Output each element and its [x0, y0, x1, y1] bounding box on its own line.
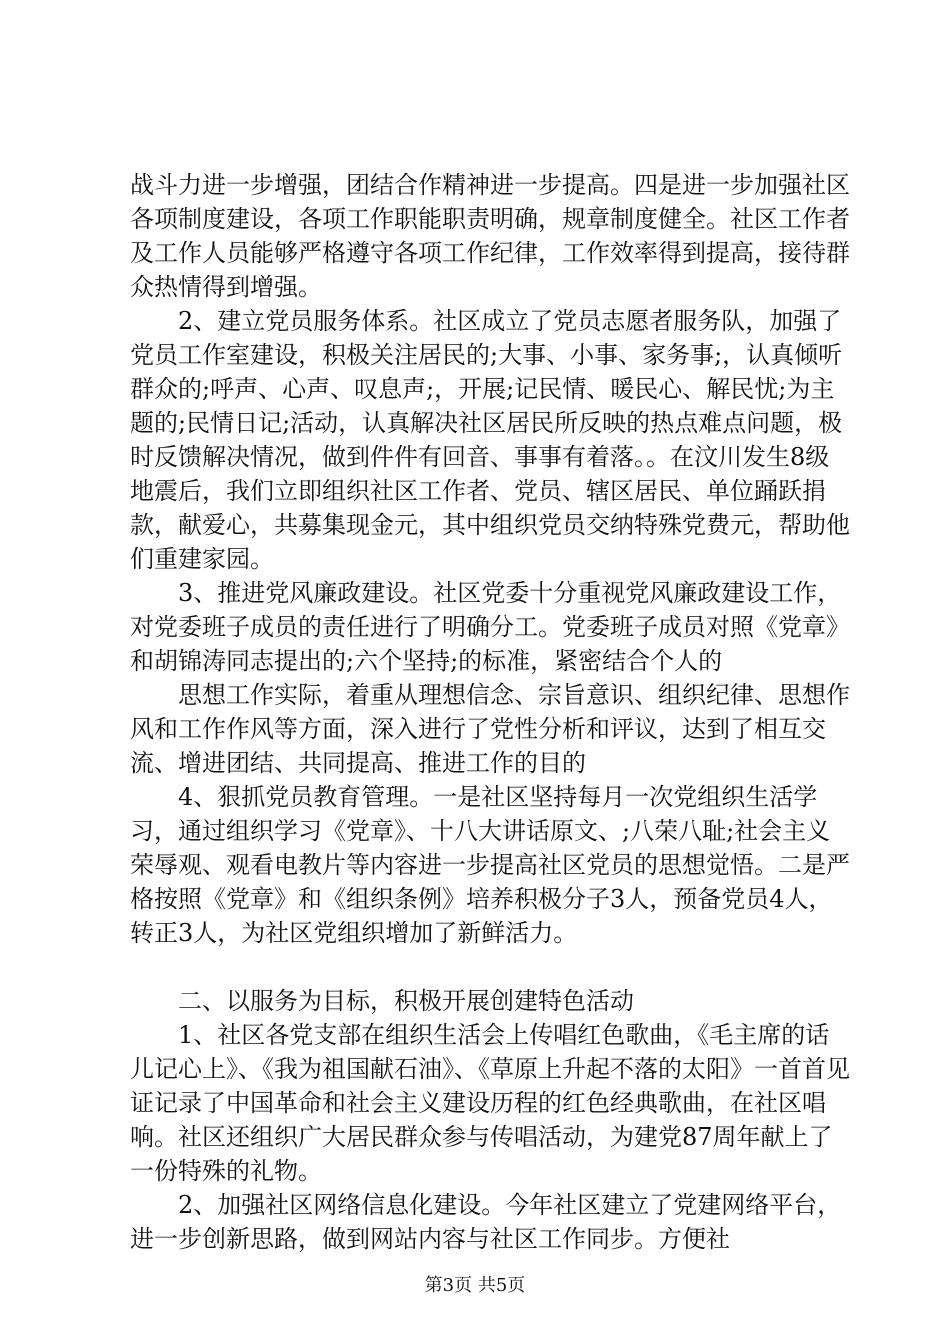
paragraph-spacer: [130, 950, 850, 984]
paragraph-2: 2、建立党员服务体系。社区成立了党员志愿者服务队，加强了党员工作室建设，积极关注居民的;大事、小事、家务事;，认真倾听群众的;呼声、心声、叹息声;，开展;记民情、暖民心、解民忧;为主题的;民情日记;活动，认真解决社区居民所反映的热点难点问题，极时反馈解决情况，做到件件有回音、事事有着落。。在汶川发生8级地震后，我们立即组织社区工作者、党员、辖区居民、单位踊跃捐款，献爱心，共募集现金元，其中组织党员交纳特殊党费元，帮助他们重建家园。: [130, 307, 850, 573]
document-body: [130, 168, 850, 1256]
page-footer: 第3页 共5页: [424, 1275, 526, 1296]
paragraph-3: 3、推进党风廉政建设。社区党委十分重视党风廉政建设工作，对党委班子成员的责任进行了明确分工。党委班子成员对照《党章》和胡锦涛同志提出的;六个坚持;的标准，紧密结合个人的: [130, 579, 850, 675]
paragraph-5: 4、狠抓党员教育管理。一是社区坚持每月一次党组织生活学习，通过组织学习《党章》、十八大讲话原文、;八荣八耻;社会主义荣辱观、观看电教片等内容进一步提高社区党员的思想觉悟。二是严格按照《党章》和《组织条例》培养积极分子3人，预备党员4人，转正3人，为社区党组织增加了新鲜活力。: [130, 783, 850, 947]
paragraph-6: 1、社区各党支部在组织生活会上传唱红色歌曲，《毛主席的话儿记心上》、《我为祖国献石油》、《草原上升起不落的太阳》一首首见证记录了中国革命和社会主义建设历程的红色经典歌曲，在社区唱响。社区还组织广大居民群众参与传唱活动，为建党87周年献上了一份特殊的礼物。: [130, 1021, 850, 1185]
paragraph-4: 思想工作实际，着重从理想信念、宗旨意识、组织纪律、思想作风和工作作风等方面，深入进行了党性分析和评议，达到了相互交流、增进团结、共同提高、推进工作的目的: [130, 681, 850, 777]
paragraph-7: 2、加强社区网络信息化建设。今年社区建立了党建网络平台，进一步创新思路，做到网站内容与社区工作同步。方便社: [130, 1191, 842, 1253]
section-heading: 二、以服务为目标，积极开展创建特色活动: [130, 987, 634, 1015]
paragraph-1: 战斗力进一步增强，团结合作精神进一步提高。四是进一步加强社区各项制度建设，各项工作职能职责明确，规章制度健全。社区工作者及工作人员能够严格遵守各项工作纪律，工作效率得到提高，接待群众热情得到增强。: [130, 171, 850, 301]
